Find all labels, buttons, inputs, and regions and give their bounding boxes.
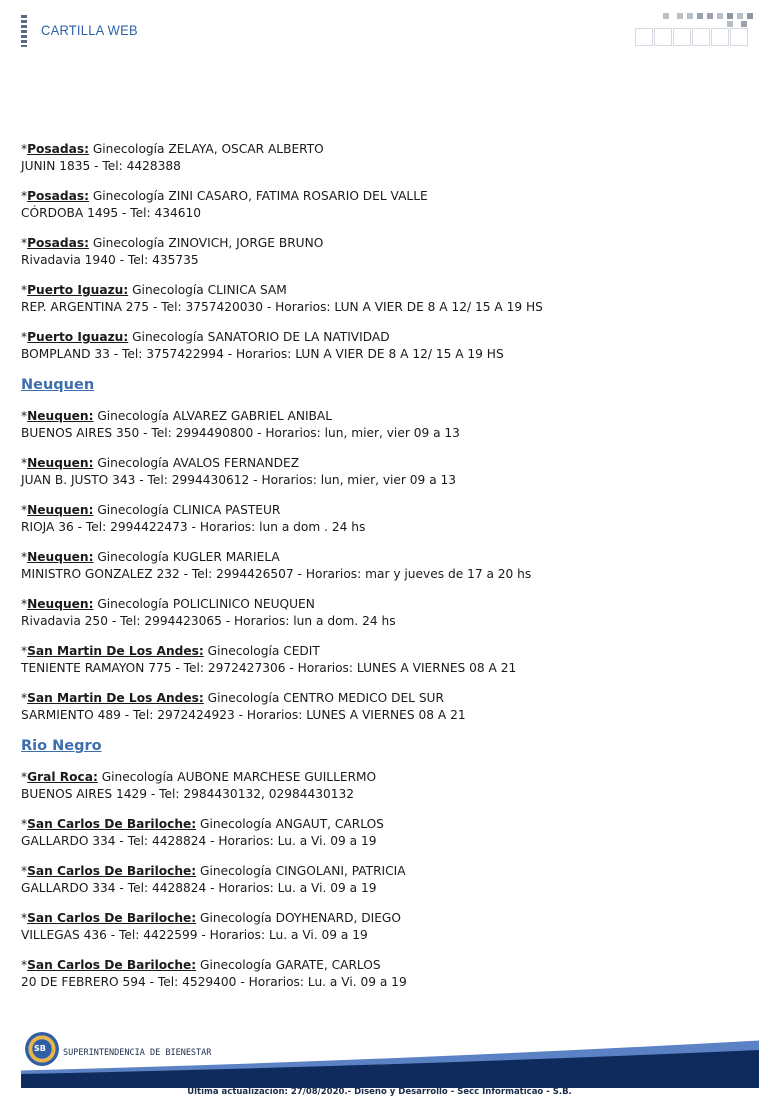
bullet-star: * xyxy=(21,330,28,344)
entries-neuquen xyxy=(21,408,741,724)
entry-address: REP. ARGENTINA 275 - Tel: 3757420030 - Horarios: LUN A VIER DE 8 A 12/ 15 A 19 HS xyxy=(21,300,543,314)
list-item xyxy=(21,816,741,850)
entry-address: Rivadavia 1940 - Tel: 435735 xyxy=(21,253,199,267)
entry-description: Ginecología ZINI CASARO, FATIMA ROSARIO DEL VALLE xyxy=(92,189,428,203)
entries-posadas-iguazu xyxy=(21,141,741,363)
entry-description: Ginecología KUGLER MARIELA xyxy=(97,550,280,564)
bullet-star: * xyxy=(21,911,28,925)
entry-city: Neuquen: xyxy=(27,503,94,517)
bullet-star: * xyxy=(21,409,28,423)
entry-address: BUENOS AIRES 1429 - Tel: 2984430132, 02984430132 xyxy=(21,787,354,801)
footer-band xyxy=(21,1030,759,1088)
bullet-star: * xyxy=(21,550,28,564)
entry-description: Ginecología CEDIT xyxy=(207,644,320,658)
entry-address: CÓRDOBA 1495 - Tel: 434610 xyxy=(21,206,202,220)
bullet-star: * xyxy=(21,283,28,297)
entry-city: Gral Roca: xyxy=(27,770,98,784)
entry-address: VILLEGAS 436 - Tel: 4422599 - Horarios: Lu. a Vi. 09 a 19 xyxy=(21,928,368,942)
entry-description: Ginecología ZELAYA, OSCAR ALBERTO xyxy=(92,142,324,156)
bullet-star: * xyxy=(21,864,28,878)
entry-description: Ginecología DOYHENARD, DIEGO xyxy=(200,911,401,925)
entry-address: BOMPLAND 33 - Tel: 3757422994 - Horarios: LUN A VIER DE 8 A 12/ 15 A 19 HS xyxy=(21,347,504,361)
entry-city: Posadas: xyxy=(27,142,89,156)
entry-address: 20 DE FEBRERO 594 - Tel: 4529400 - Horarios: Lu. a Vi. 09 a 19 xyxy=(21,975,407,989)
section-heading-neuquen[interactable]: Neuquen xyxy=(21,377,95,393)
organization-name: SUPERINTENDENCIA DE BIENESTAR xyxy=(63,1048,212,1058)
entry-address: RIOJA 36 - Tel: 2994422473 - Horarios: lun a dom . 24 hs xyxy=(21,520,366,534)
bullet-star: * xyxy=(21,456,28,470)
entry-description: Ginecología GARATE, CARLOS xyxy=(200,958,381,972)
entry-address: JUNIN 1835 - Tel: 4428388 xyxy=(21,159,181,173)
page-footer xyxy=(21,1030,759,1088)
header-decoration-icon xyxy=(635,10,755,46)
bullet-star: * xyxy=(21,597,28,611)
list-item xyxy=(21,863,741,897)
list-item xyxy=(21,769,741,803)
list-item xyxy=(21,188,741,222)
entry-description: Ginecología ALVAREZ GABRIEL ANIBAL xyxy=(97,409,333,423)
entry-address: Rivadavia 250 - Tel: 2994423065 - Horarios: lun a dom. 24 hs xyxy=(21,614,396,628)
entry-city: San Carlos De Bariloche: xyxy=(27,958,197,972)
entry-city: Posadas: xyxy=(27,189,89,203)
list-item xyxy=(21,141,741,175)
bullet-star: * xyxy=(21,236,28,250)
bullet-star: * xyxy=(21,503,28,517)
entries-rio-negro xyxy=(21,769,741,991)
entry-city: Posadas: xyxy=(27,236,89,250)
entry-city: San Carlos De Bariloche: xyxy=(27,911,197,925)
entry-address: MINISTRO GONZALEZ 232 - Tel: 2994426507 - Horarios: mar y jueves de 17 a 20 hs xyxy=(21,567,532,581)
entry-description: Ginecología CENTRO MEDICO DEL SUR xyxy=(207,691,444,705)
entry-city: Puerto Iguazu: xyxy=(27,283,129,297)
page-header xyxy=(0,0,759,60)
list-item xyxy=(21,549,741,583)
list-item xyxy=(21,408,741,442)
entry-description: Ginecología ANGAUT, CARLOS xyxy=(200,817,384,831)
entry-description: Ginecología CLINICA PASTEUR xyxy=(97,503,281,517)
entry-description: Ginecología POLICLINICO NEUQUEN xyxy=(97,597,315,611)
list-item xyxy=(21,235,741,269)
bullet-star: * xyxy=(21,691,28,705)
list-item xyxy=(21,329,741,363)
organization-logo-icon: SB xyxy=(25,1032,59,1066)
list-item xyxy=(21,690,741,724)
entry-city: Puerto Iguazu: xyxy=(27,330,129,344)
entry-address: GALLARDO 334 - Tel: 4428824 - Horarios: Lu. a Vi. 09 a 19 xyxy=(21,881,377,895)
bullet-star: * xyxy=(21,770,28,784)
entry-description: Ginecología AVALOS FERNANDEZ xyxy=(97,456,300,470)
entry-address: GALLARDO 334 - Tel: 4428824 - Horarios: Lu. a Vi. 09 a 19 xyxy=(21,834,377,848)
entry-city: Neuquen: xyxy=(27,550,94,564)
list-item xyxy=(21,502,741,536)
entry-city: San Martin De Los Andes: xyxy=(27,644,204,658)
entry-description: Ginecología AUBONE MARCHESE GUILLERMO xyxy=(101,770,377,784)
entry-city: Neuquen: xyxy=(27,409,94,423)
entry-address: SARMIENTO 489 - Tel: 2972424923 - Horarios: LUNES A VIERNES 08 A 21 xyxy=(21,708,466,722)
list-item xyxy=(21,910,741,944)
entry-city: San Martin De Los Andes: xyxy=(27,691,204,705)
list-item xyxy=(21,643,741,677)
page-title: CARTILLA WEB xyxy=(41,22,138,38)
list-item xyxy=(21,455,741,489)
list-item xyxy=(21,596,741,630)
section-heading-rio-negro[interactable]: Rio Negro xyxy=(21,738,102,754)
list-item xyxy=(21,282,741,316)
entry-address: JUAN B. JUSTO 343 - Tel: 2994430612 - Horarios: lun, mier, vier 09 a 13 xyxy=(21,473,457,487)
entry-city: Neuquen: xyxy=(27,456,94,470)
list-item xyxy=(21,957,741,991)
header-bar-icon xyxy=(21,15,27,47)
bullet-star: * xyxy=(21,958,28,972)
bullet-star: * xyxy=(21,817,28,831)
entry-city: San Carlos De Bariloche: xyxy=(27,864,197,878)
entry-address: BUENOS AIRES 350 - Tel: 2994490800 - Horarios: lun, mier, vier 09 a 13 xyxy=(21,426,460,440)
entry-description: Ginecología SANATORIO DE LA NATIVIDAD xyxy=(132,330,390,344)
entry-city: San Carlos De Bariloche: xyxy=(27,817,197,831)
bullet-star: * xyxy=(21,644,28,658)
entry-address: TENIENTE RAMAYON 775 - Tel: 2972427306 - Horarios: LUNES A VIERNES 08 A 21 xyxy=(21,661,517,675)
directory-list xyxy=(21,141,741,1004)
bullet-star: * xyxy=(21,142,28,156)
entry-city: Neuquen: xyxy=(27,597,94,611)
entry-description: Ginecología CLINICA SAM xyxy=(132,283,287,297)
last-updated-text: Ultima actualización: 27/08/2020.- Diseño y Desarrollo - Secc Informáticao - S.B. xyxy=(187,1087,572,1097)
bullet-star: * xyxy=(21,189,28,203)
entry-description: Ginecología ZINOVICH, JORGE BRUNO xyxy=(92,236,324,250)
entry-description: Ginecología CINGOLANI, PATRICIA xyxy=(200,864,406,878)
